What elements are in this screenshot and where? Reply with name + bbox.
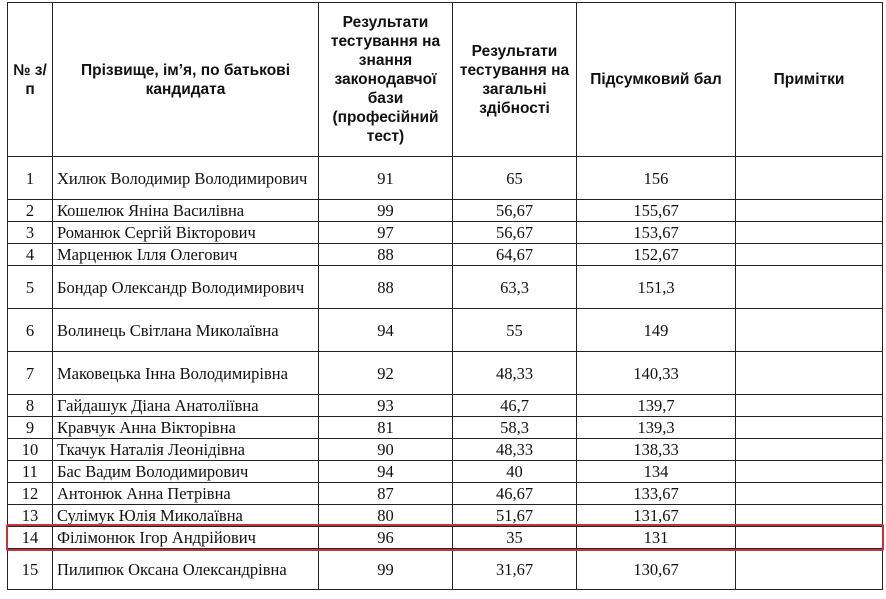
candidate-name: Пилипюк Оксана Олександрівна [53, 549, 319, 590]
row-number: 6 [8, 309, 53, 352]
law-test-score: 92 [319, 352, 453, 395]
row-number: 8 [8, 395, 53, 417]
candidate-name: Волинець Світлана Миколаївна [53, 309, 319, 352]
row-number: 9 [8, 417, 53, 439]
candidate-name: Хилюк Володимир Володимирович [53, 157, 319, 200]
header-total: Підсумковий бал [577, 3, 736, 157]
law-test-score: 99 [319, 549, 453, 590]
table-row [8, 461, 883, 483]
note-cell [736, 505, 883, 527]
note-cell [736, 266, 883, 309]
table-row [8, 244, 883, 266]
table-row [8, 483, 883, 505]
general-test-score: 48,33 [453, 352, 577, 395]
candidate-name: Кравчук Анна Вікторівна [53, 417, 319, 439]
header-row [8, 3, 883, 157]
candidate-name: Романюк Сергій Вікторович [53, 222, 319, 244]
note-cell [736, 244, 883, 266]
header-law-test: Результати тестування на знання законодавчої бази (професійний тест) [319, 3, 453, 157]
table-row [8, 222, 883, 244]
candidate-name: Марценюк Ілля Олегович [53, 244, 319, 266]
general-test-score: 65 [453, 157, 577, 200]
general-test-score: 64,67 [453, 244, 577, 266]
table-row-highlighted [8, 527, 883, 549]
row-number: 1 [8, 157, 53, 200]
table-row [8, 157, 883, 200]
law-test-score: 96 [319, 527, 453, 549]
header-notes: Примітки [736, 3, 883, 157]
candidate-name: Філімонюк Ігор Андрійович [53, 527, 319, 549]
candidate-name: Кошелюк Яніна Василівна [53, 200, 319, 222]
candidate-name: Бондар Олександр Володимирович [53, 266, 319, 309]
general-test-score: 48,33 [453, 439, 577, 461]
header-general-test: Результати тестування на загальні здібності [453, 3, 577, 157]
law-test-score: 81 [319, 417, 453, 439]
table-row [8, 200, 883, 222]
note-cell [736, 157, 883, 200]
total-score: 138,33 [577, 439, 736, 461]
general-test-score: 40 [453, 461, 577, 483]
candidate-name: Антонюк Анна Петрівна [53, 483, 319, 505]
law-test-score: 88 [319, 244, 453, 266]
total-score: 151,3 [577, 266, 736, 309]
row-number: 12 [8, 483, 53, 505]
total-score: 131 [577, 527, 736, 549]
table-row [8, 395, 883, 417]
header-name: Прізвище, ім’я, по батькові кандидата [53, 3, 319, 157]
row-number: 10 [8, 439, 53, 461]
note-cell [736, 200, 883, 222]
total-score: 153,67 [577, 222, 736, 244]
note-cell [736, 527, 883, 549]
total-score: 139,7 [577, 395, 736, 417]
note-cell [736, 549, 883, 590]
row-number: 3 [8, 222, 53, 244]
total-score: 130,67 [577, 549, 736, 590]
total-score: 134 [577, 461, 736, 483]
row-number: 13 [8, 505, 53, 527]
law-test-score: 94 [319, 461, 453, 483]
table-row [8, 352, 883, 395]
table-row [8, 309, 883, 352]
law-test-score: 99 [319, 200, 453, 222]
row-number: 14 [8, 527, 53, 549]
candidate-name: Ткачук Наталія Леонідівна [53, 439, 319, 461]
table-row [8, 439, 883, 461]
row-number: 7 [8, 352, 53, 395]
total-score: 152,67 [577, 244, 736, 266]
note-cell [736, 483, 883, 505]
law-test-score: 93 [319, 395, 453, 417]
general-test-score: 35 [453, 527, 577, 549]
law-test-score: 97 [319, 222, 453, 244]
results-table [7, 2, 883, 590]
note-cell [736, 222, 883, 244]
law-test-score: 94 [319, 309, 453, 352]
note-cell [736, 417, 883, 439]
general-test-score: 31,67 [453, 549, 577, 590]
candidate-name: Маковецька Інна Володимирівна [53, 352, 319, 395]
general-test-score: 46,67 [453, 483, 577, 505]
total-score: 131,67 [577, 505, 736, 527]
total-score: 155,67 [577, 200, 736, 222]
note-cell [736, 439, 883, 461]
law-test-score: 91 [319, 157, 453, 200]
header-num: № з/п [8, 3, 53, 157]
general-test-score: 58,3 [453, 417, 577, 439]
table-row [8, 505, 883, 527]
general-test-score: 46,7 [453, 395, 577, 417]
general-test-score: 55 [453, 309, 577, 352]
total-score: 149 [577, 309, 736, 352]
candidate-name: Бас Вадим Володимирович [53, 461, 319, 483]
general-test-score: 63,3 [453, 266, 577, 309]
row-number: 4 [8, 244, 53, 266]
row-number: 5 [8, 266, 53, 309]
law-test-score: 80 [319, 505, 453, 527]
general-test-score: 56,67 [453, 200, 577, 222]
note-cell [736, 352, 883, 395]
row-number: 11 [8, 461, 53, 483]
row-number: 2 [8, 200, 53, 222]
candidate-name: Гайдашук Діана Анатоліївна [53, 395, 319, 417]
row-number: 15 [8, 549, 53, 590]
total-score: 133,67 [577, 483, 736, 505]
note-cell [736, 309, 883, 352]
table-row [8, 549, 883, 590]
law-test-score: 87 [319, 483, 453, 505]
total-score: 156 [577, 157, 736, 200]
general-test-score: 56,67 [453, 222, 577, 244]
table-row [8, 266, 883, 309]
total-score: 139,3 [577, 417, 736, 439]
total-score: 140,33 [577, 352, 736, 395]
candidate-name: Сулімук Юлія Миколаївна [53, 505, 319, 527]
note-cell [736, 395, 883, 417]
law-test-score: 90 [319, 439, 453, 461]
note-cell [736, 461, 883, 483]
law-test-score: 88 [319, 266, 453, 309]
general-test-score: 51,67 [453, 505, 577, 527]
table-row [8, 417, 883, 439]
